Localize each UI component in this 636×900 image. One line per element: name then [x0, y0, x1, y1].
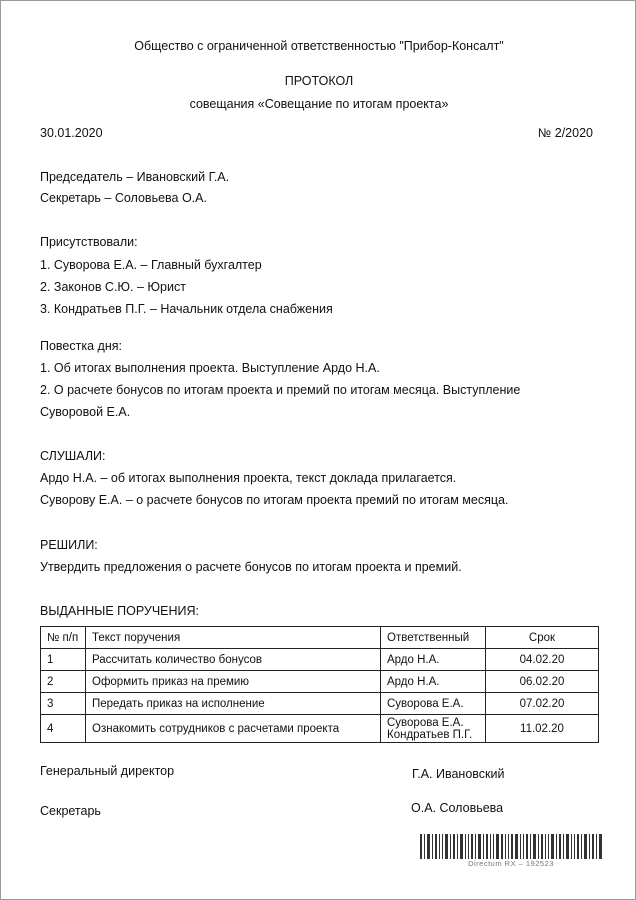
- task-text: Рассчитать количество бонусов: [86, 649, 381, 671]
- heard-item: Суворову Е.А. – о расчете бонусов по итогам проекта премий по итогам месяца.: [40, 493, 509, 507]
- task-responsible: Ардо Н.А.: [381, 671, 486, 693]
- organization-name: Общество с ограниченной ответственностью "Прибор-Консалт": [134, 39, 504, 53]
- table-row: [41, 671, 599, 693]
- task-text: Передать приказ на исполнение: [86, 693, 381, 715]
- task-due: 04.02.20: [486, 649, 599, 671]
- task-responsible-cell: [381, 715, 486, 743]
- secretary-title: Секретарь: [40, 804, 101, 818]
- task-number: 4: [41, 715, 86, 743]
- task-due: 06.02.20: [486, 671, 599, 693]
- document-type: ПРОТОКОЛ: [284, 74, 354, 88]
- director-name: Г.А. Ивановский: [412, 767, 505, 781]
- agenda-item: 2. О расчете бонусов по итогам проекта и премий по итогам месяца. Выступление: [40, 383, 521, 397]
- document-number: № 2/2020: [537, 126, 593, 140]
- task-responsible: Суворова Е.А.: [387, 716, 464, 729]
- decided-text: Утвердить предложения о расчете бонусов по итогам проекта и премий.: [40, 560, 462, 574]
- table-row: [41, 693, 599, 715]
- tasks-table: [40, 626, 599, 743]
- table-header-row: [41, 627, 599, 649]
- task-responsible: Ардо Н.А.: [381, 649, 486, 671]
- tasks-heading: ВЫДАННЫЕ ПОРУЧЕНИЯ:: [40, 604, 200, 618]
- task-responsible: Кондратьев П.Г.: [387, 728, 473, 741]
- task-number: 1: [41, 649, 86, 671]
- attendee-item: 3. Кондратьев П.Г. – Начальник отдела снабжения: [40, 302, 333, 316]
- task-number: 2: [41, 671, 86, 693]
- secretary-name: О.А. Соловьева: [411, 801, 504, 815]
- heard-heading: СЛУШАЛИ:: [40, 449, 106, 463]
- barcode-caption: Directum RX – 192523: [420, 859, 602, 868]
- column-header-task: Текст поручения: [86, 627, 381, 649]
- heard-item: Ардо Н.А. – об итогах выполнения проекта, текст доклада прилагается.: [40, 471, 457, 485]
- task-due: 11.02.20: [486, 715, 599, 743]
- decided-heading: РЕШИЛИ:: [40, 538, 98, 552]
- task-text: Ознакомить сотрудников с расчетами проекта: [86, 715, 381, 743]
- agenda-item: 1. Об итогах выполнения проекта. Выступление Ардо Н.А.: [40, 361, 380, 375]
- agenda-item-continuation: Суворовой Е.А.: [40, 405, 131, 419]
- chairman-line: Председатель – Ивановский Г.А.: [40, 170, 230, 184]
- table-row: [41, 649, 599, 671]
- secretary-line: Секретарь – Соловьева О.А.: [40, 191, 207, 205]
- director-title: Генеральный директор: [40, 764, 175, 778]
- agenda-heading: Повестка дня:: [40, 339, 122, 353]
- task-number: 3: [41, 693, 86, 715]
- task-text: Оформить приказ на премию: [86, 671, 381, 693]
- task-due: 07.02.20: [486, 693, 599, 715]
- column-header-number: № п/п: [41, 627, 86, 649]
- task-responsible: Суворова Е.А.: [381, 693, 486, 715]
- table-row: [41, 715, 599, 743]
- column-header-responsible: Ответственный: [381, 627, 486, 649]
- attendee-item: 2. Законов С.Ю. – Юрист: [40, 280, 186, 294]
- attendees-heading: Присутствовали:: [40, 235, 138, 249]
- document-subtitle: совещания «Совещание по итогам проекта»: [189, 97, 449, 111]
- column-header-due: Срок: [486, 627, 599, 649]
- document-date: 30.01.2020: [40, 126, 103, 140]
- attendee-item: 1. Суворова Е.А. – Главный бухгалтер: [40, 258, 262, 272]
